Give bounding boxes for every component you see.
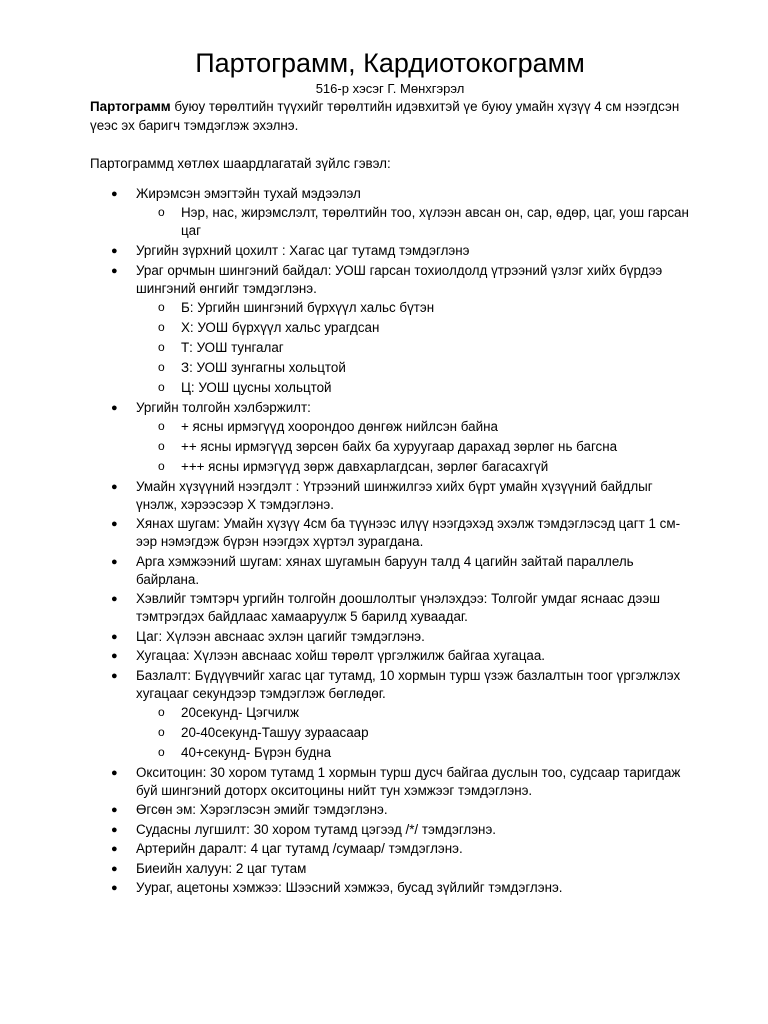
- list-item: [90, 647, 690, 665]
- list-item-text: Судасны лугшилт: 30 хором тутамд цэгээд /*/ тэмдэглэнэ.: [136, 821, 497, 837]
- bullet-icon: ●: [111, 630, 118, 643]
- sub-bullet-icon: o: [158, 724, 165, 739]
- sub-bullet-icon: o: [158, 319, 165, 334]
- list-item: [90, 860, 690, 878]
- list-item-text: Жирэмсэн эмэгтэйн тухай мэдээлэл: [136, 186, 361, 201]
- sub-list-item: [136, 204, 690, 240]
- bullet-icon: ●: [111, 669, 118, 682]
- sub-list-item-text: З: УОШ зунгагны хольцтой: [181, 359, 346, 375]
- sub-list-item: [136, 744, 690, 762]
- list-item-text: Окситоцин: 30 хором тутамд 1 хормын турш дусч байгаа дуслын тоо, судсаар таригдаж буй шингэний доторх окситоцины нийт тун хэмжээг тэмдэглэнэ.: [136, 764, 681, 798]
- sub-list-item-text: + ясны ирмэгүүд хоорондоо дөнгөж нийлсэн байна: [181, 418, 498, 434]
- list-item: [90, 764, 690, 800]
- list-item: [90, 821, 690, 839]
- list-item-text: Уураг, ацетоны хэмжээ: Шээсний хэмжээ, бусад зүйлийг тэмдэглэнэ.: [136, 880, 563, 895]
- sub-bullet-icon: o: [158, 359, 165, 374]
- sub-bullet-icon: o: [158, 458, 165, 473]
- sub-list-item-text: Нэр, нас, жирэмслэлт, төрөлтийн тоо, хүлээн авсан он, сар, өдөр, цаг, уош гарсан цаг: [181, 205, 689, 238]
- list-item-text: Хугацаа: Хүлээн авснаас хойш төрөлт үргэлжилж байгаа хугацаа.: [136, 648, 545, 663]
- sub-list-item-text: Т: УОШ тунгалаг: [181, 339, 284, 355]
- bullet-icon: ●: [111, 480, 118, 493]
- bullet-icon: ●: [111, 245, 118, 257]
- bullet-icon: ●: [111, 843, 118, 855]
- sub-list-item: [136, 704, 690, 722]
- sub-list-item: [136, 379, 690, 397]
- intro-paragraph: [90, 97, 690, 135]
- sub-bullet-icon: o: [158, 339, 165, 354]
- sub-list-item-text: Ц: УОШ цусны хольцтой: [181, 379, 332, 395]
- bullet-icon: ●: [111, 882, 118, 894]
- list-item-text: Цаг: Хүлээн авснаас эхлэн цагийг тэмдэглэнэ.: [136, 628, 425, 644]
- sub-list-item-text: +++ ясны ирмэгүүд зөрж давхарлагдсан, зөрлөг багасахгүй: [181, 458, 549, 474]
- bullet-icon: ●: [111, 823, 118, 836]
- list-item: [90, 801, 690, 819]
- list-item: [90, 262, 690, 397]
- list-item: [90, 399, 690, 476]
- sub-list: [136, 418, 690, 476]
- sub-list-item: [136, 418, 690, 436]
- list-item: [90, 840, 690, 858]
- sub-list-item-text: ++ ясны ирмэгүүд зөрсөн байх ба хуруугаар дарахад зөрлөг нь багсна: [181, 438, 618, 454]
- list-item: [90, 879, 690, 897]
- list-item-text: Ураг орчмын шингэний байдал: УОШ гарсан тохиолдолд үтрээний үзлэг хийх бүрдээ шингэний өнгийг тэмдэглэнэ.: [136, 262, 663, 296]
- bullet-icon: ●: [111, 766, 118, 779]
- intro-text: буюу төрөлтийн түүхийг төрөлтийн идэвхитэй үе буюу умайн хүзүү 4 см нээгдсэн үеэс эх баригч тэмдэглэж эхэлнэ.: [90, 99, 680, 133]
- bullet-icon: ●: [111, 593, 118, 605]
- sub-list-item-text: 40+секунд- Бүрэн будна: [181, 744, 332, 760]
- sub-list: [136, 704, 690, 762]
- bullet-icon: ●: [111, 188, 118, 200]
- sub-list: [136, 204, 690, 240]
- list-item: [90, 553, 690, 589]
- sub-list-item: [136, 319, 690, 337]
- list-item-text: Ургийн зүрхний цохилт : Хагас цаг тутамд тэмдэглэнэ: [136, 243, 470, 258]
- sub-list-item: [136, 724, 690, 742]
- author-line: 516-р хэсэг Г. Мөнхгэрэл: [315, 81, 465, 96]
- requirements-list: [90, 185, 690, 897]
- list-item: [90, 242, 690, 260]
- sub-list-item: [136, 458, 690, 476]
- list-item-text: Хянах шугам: Умайн хүзүү 4см ба түүнээс илүү нээгдэхэд эхэлж тэмдэглэсэд цагт 1 см-ээр нэмэгдэж бүрэн нээгдэх хүртэл зурагдана.: [136, 516, 681, 549]
- sub-list-item-text: Б: Ургийн шингэний бүрхүүл хальс бүтэн: [181, 299, 435, 315]
- list-item: [90, 590, 690, 626]
- bullet-icon: ●: [111, 518, 118, 530]
- document-title: Партограмм, Кардиотокограмм: [195, 48, 585, 78]
- sub-list-item-text: 20секунд- Цэгчилж: [181, 704, 299, 720]
- sub-bullet-icon: o: [158, 205, 165, 219]
- list-item-text: Артерийн даралт: 4 цаг тутамд /сумаар/ тэмдэглэнэ.: [136, 841, 463, 856]
- sub-bullet-icon: o: [158, 379, 165, 394]
- sub-list-item-text: Х: УОШ бүрхүүл хальс урагдсан: [181, 319, 380, 335]
- requirements-heading: Партограммд хөтлөх шаардлагатай зүйлс гэвэл:: [90, 156, 391, 171]
- document-page: [90, 46, 690, 899]
- sub-bullet-icon: o: [158, 704, 165, 719]
- sub-bullet-icon: o: [158, 418, 165, 433]
- list-item-text: Ургийн толгойн хэлбэржилт:: [136, 399, 311, 415]
- bullet-icon: ●: [111, 401, 118, 414]
- sub-list-item: [136, 438, 690, 456]
- bullet-icon: ●: [111, 555, 118, 568]
- sub-list-item: [136, 359, 690, 377]
- sub-bullet-icon: o: [158, 744, 165, 759]
- sub-list-item: [136, 299, 690, 317]
- intro-term: Партограмм: [90, 99, 171, 114]
- sub-list: [136, 299, 690, 397]
- list-item: [90, 515, 690, 551]
- list-item-text: Хэвлийг тэмтэрч ургийн толгойн доошлолтыг үнэлэхдээ: Толгойг умдаг яснаас дээш тэмтрэгдэх байдлаас хамааруулж 5 барилд хуваадаг.: [136, 591, 660, 624]
- sub-list-item: [136, 339, 690, 357]
- list-item: [90, 667, 690, 762]
- sub-bullet-icon: o: [158, 438, 165, 453]
- bullet-icon: ●: [111, 264, 118, 277]
- bullet-icon: ●: [111, 650, 118, 662]
- list-item: [90, 185, 690, 240]
- bullet-icon: ●: [111, 804, 118, 816]
- list-item-text: Өгсөн эм: Хэрэглэсэн эмийг тэмдэглэнэ.: [136, 802, 388, 817]
- sub-list-item-text: 20-40секунд-Ташуу зураасаар: [181, 724, 369, 740]
- list-item: [90, 478, 690, 514]
- list-item-text: Биеийн халуун: 2 цаг тутам: [136, 860, 307, 876]
- list-item: [90, 628, 690, 646]
- list-item-text: Арга хэмжээний шугам: хянах шугамын баруун талд 4 цагийн зайтай параллель байрлана.: [136, 553, 634, 587]
- list-item-text: Умайн хүзүүний нээгдэлт : Үтрээний шинжилгээ хийх бүрт умайн хүзүүний байдлыг үнэлж, хэрээсээр Х тэмдэглэнэ.: [136, 478, 653, 512]
- list-item-text: Базлалт: Бүдүүвчийг хагас цаг тутамд, 10 хормын турш үзэж базлалтын тоог үргэлжлэх хугацааг секундээр тэмдэглэж бөглөдөг.: [136, 667, 681, 701]
- bullet-icon: ●: [111, 862, 118, 875]
- sub-bullet-icon: o: [158, 299, 165, 314]
